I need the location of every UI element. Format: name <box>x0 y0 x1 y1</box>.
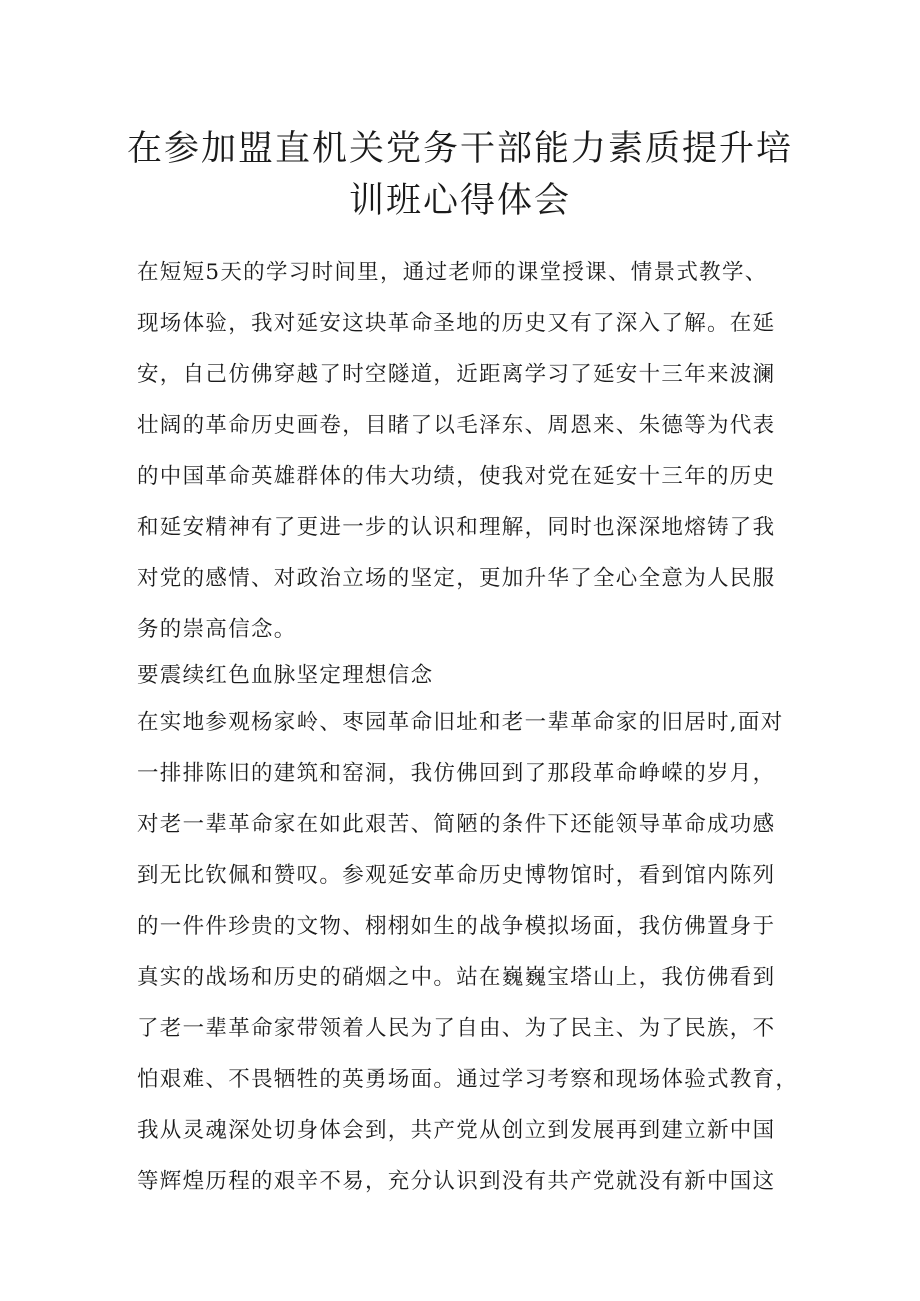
text-line: 安，自己仿佛穿越了时空隧道，近距离学习了延安十三年来波澜 <box>137 362 776 387</box>
text-line: 的中国革命英雄群体的伟大功绩，使我对党在延安十三年的历史 <box>137 464 776 489</box>
text-line: 对老一辈革命家在如此艰苦、简陋的条件下还能领导革命成功感 <box>137 812 776 837</box>
text-line: 到无比钦佩和赞叹。参观延安革命历史博物馆时，看到馆内陈列 <box>137 863 776 888</box>
text-line: 我从灵魂深处切身体会到，共产党从创立到发展再到建立新中国 <box>137 1118 776 1143</box>
text-line: 一排排陈旧的建筑和窑洞，我仿佛回到了那段革命峥嵘的岁月， <box>137 761 776 786</box>
text-line: 真实的战场和历史的硝烟之中。站在巍巍宝塔山上，我仿佛看到 <box>137 965 776 990</box>
text-line: 的一件件珍贵的文物、栩栩如生的战争模拟场面，我仿佛置身于 <box>137 914 776 939</box>
text-line: 现场体验，我对延安这块革命圣地的历史又有了深入了解。在延 <box>137 311 776 336</box>
text-line: 务的崇高信念。 <box>137 617 297 642</box>
text-line: 怕艰难、不畏牺牲的英勇场面。通过学习考察和现场体验式教育， <box>137 1067 799 1092</box>
title-line-2: 训班心得体会 <box>348 181 571 221</box>
text-line: 和延安精神有了更进一步的认识和理解，同时也深深地熔铸了我 <box>137 515 776 540</box>
text-line: 等辉煌历程的艰辛不易，充分认识到没有共产党就没有新中国这 <box>137 1169 776 1194</box>
text-line: 在实地参观杨家岭、枣园革命旧址和老一辈革命家的旧居时,面对 <box>137 710 784 735</box>
text-line: 在短短5天的学习时间里，通过老师的课堂授课、情景式教学、 <box>137 260 768 285</box>
text-line: 对党的感情、对政治立场的坚定，更加升华了全心全意为人民服 <box>137 566 776 591</box>
text-line: 壮阔的革命历史画卷，目睹了以毛泽东、周恩来、朱德等为代表 <box>137 413 776 438</box>
section-heading: 要震续红色血脉坚定理想信念 <box>137 663 434 688</box>
title-line-1: 在参加盟直机关党务干部能力素质提升培 <box>126 129 793 169</box>
text-line: 了老一辈革命家带领着人民为了自由、为了民主、为了民族，不 <box>137 1016 776 1041</box>
